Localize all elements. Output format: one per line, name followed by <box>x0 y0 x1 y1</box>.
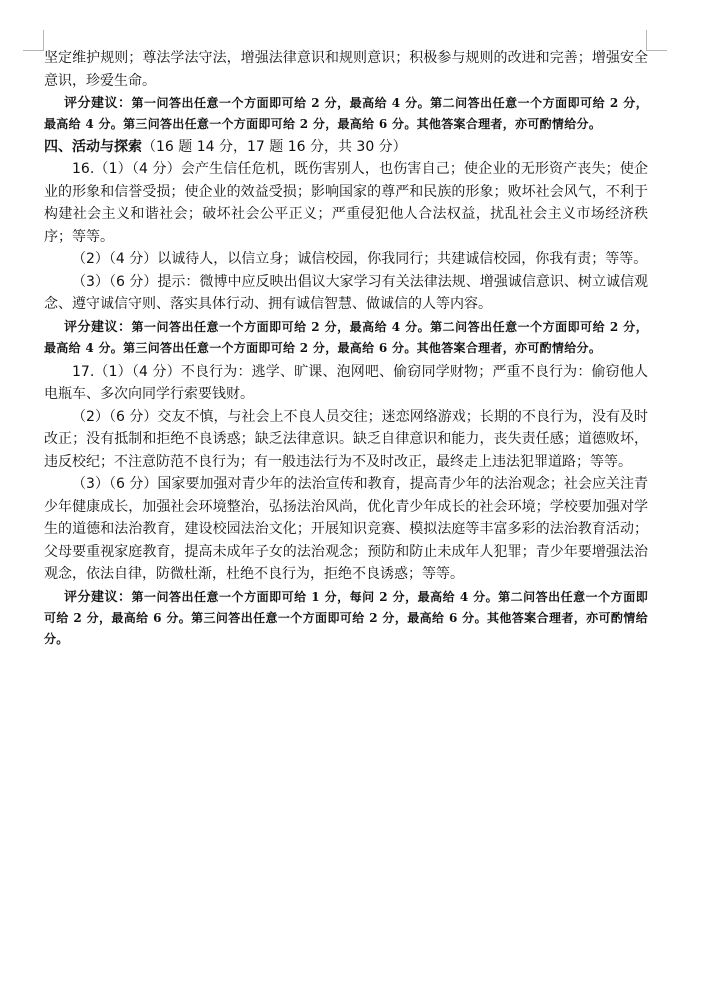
crop-mark-top-left <box>23 30 44 51</box>
scoring-note-2 <box>44 317 648 359</box>
section-note: （16 题 14 分，17 题 16 分，共 30 分） <box>142 139 407 155</box>
scoring-text-3: 第一问答出任意一个方面即可给 1 分，每问 2 分，最高给 4 分。第二问答出任意一个方面即可给 2 分，最高给 6 分。第三问答出任意一个方面即可给 2 分，最高给 6 分。其他答案合理者，亦可酌情给分。 <box>44 589 648 646</box>
scoring-lead-3: 评分建议： <box>64 589 132 605</box>
scoring-text-2: 第一问答出任意一个方面即可给 2 分，最高给 4 分。第二问答出任意一个方面即可给 2 分，最高给 4 分。第三问答出任意一个方面即可给 2 分，最高给 6 分。其他答案合理者，亦可酌情给分。 <box>44 319 648 355</box>
q16-part3: （3）（6 分）提示：微博中应反映出倡议大家学习有关法律法规、增强诚信意识、树立诚信观念、遵守诚信守则、落实具体行动、拥有诚信智慧、做诚信的人等内容。 <box>44 273 648 312</box>
crop-mark-top-right <box>646 30 667 51</box>
q17-part1: 17.（1）（4 分）不良行为：逃学、旷课、泡网吧、偷窃同学财物；严重不良行为：偷窃他人电瓶车、多次向同学行索要钱财。 <box>44 363 648 402</box>
q16-part1: 16.（1）（4 分）会产生信任危机，既伤害别人，也伤害自己；使企业的无形资产丧失；使企业的形象和信誉受损；使企业的效益受损；影响国家的尊严和民族的形象；败坏社会风气，不利于构建社会主义和谐社会；破坏社会公平正义；严重侵犯他人合法权益，扰乱社会主义市场经济秩序；等等。 <box>44 161 648 245</box>
q17-part3: （3）（6 分）国家要加强对青少年的法治宣传和教育，提高青少年的法治观念；社会应关注青少年健康成长，加强社会环境整治，弘扬法治风尚，优化青少年成长的社会环境；学校要加强对学生的道德和法治教育，建设校园法治文化；开展知识竞赛、模拟法庭等丰富多彩的法治教育活动；父母要重视家庭教育，提高未成年子女的法治观念；预防和防止未成年人犯罪；青少年要增强法治观念，依法自律，防微杜渐，杜绝不良行为，拒绝不良诱惑；等等。 <box>44 476 648 582</box>
q17-part2: （2）（6 分）交友不慎，与社会上不良人员交往；迷恋网络游戏；长期的不良行为，没有及时改正；没有抵制和拒绝不良诱惑；缺乏法律意识。缺乏自律意识和能力，丧失责任感；道德败坏，违反校纪；不注意防范不良行为；有一般违法行为不及时改正，最终走上违法犯罪道路；等等。 <box>44 408 648 470</box>
scoring-lead-2: 评分建议： <box>64 319 132 335</box>
q16-part2: （2）（4 分）以诚待人，以信立身；诚信校园，你我同行；共建诚信校园，你我有责；等等。 <box>72 251 648 267</box>
document-body <box>44 47 648 652</box>
section-title: 四、活动与探索 <box>44 139 142 155</box>
section-heading <box>44 137 648 158</box>
scoring-text-1: 第一问答出任意一个方面即可给 2 分，最高给 4 分。第二问答出任意一个方面即可给 2 分，最高给 4 分。第三问答出任意一个方面即可给 2 分，最高给 6 分。其他答案合理者，亦可酌情给分。 <box>44 96 648 131</box>
scoring-lead-1: 评分建议： <box>64 96 132 111</box>
scoring-note-1 <box>44 93 648 135</box>
scoring-note-3 <box>44 587 648 650</box>
intro-paragraph: 坚定维护规则；尊法学法守法，增强法律意识和规则意识；积极参与规则的改进和完善；增强安全意识，珍爱生命。 <box>44 50 648 89</box>
